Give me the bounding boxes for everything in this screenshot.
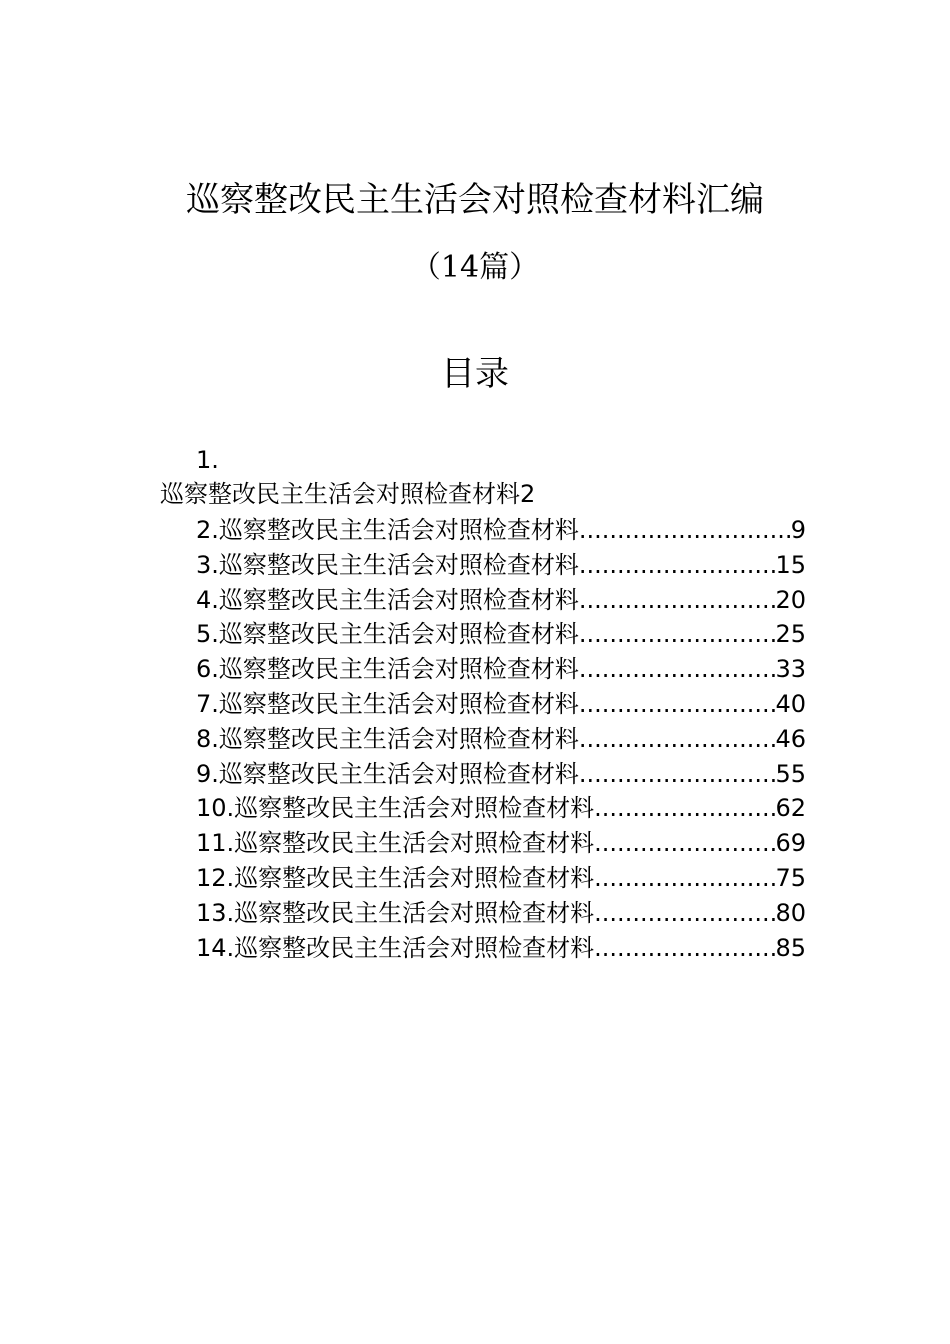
toc-entry-page: 46 [775,724,806,753]
toc-dot-leader [579,548,776,582]
toc-entry-label: 巡察整改民主生活会对照检查材料 [234,829,595,858]
toc-entry-label: 巡察整改民主生活会对照检查材料 [218,724,579,753]
toc-entry[interactable] [196,513,806,548]
toc-entry-label: 巡察整改民主生活会对照检查材料 [234,863,595,892]
toc-entry-number: 3. [196,550,219,579]
toc-entry-label: 巡察整改民主生活会对照检查材料 [218,516,579,544]
toc-entry-number: 11. [196,829,235,858]
toc-entry-page: 75 [775,863,806,892]
toc-entry-1[interactable] [160,478,535,510]
toc-entry-label: 巡察整改民主生活会对照检查材料 [234,933,595,962]
toc-entry-1-page: 2 [520,480,536,508]
toc-dot-leader [594,931,775,965]
toc-entry-number: 13. [196,898,235,927]
toc-entry-label: 巡察整改民主生活会对照检查材料 [218,620,579,649]
toc-heading: 目录 [441,354,509,394]
toc-entry-1-label: 巡察整改民主生活会对照检查材料 [160,480,520,508]
toc-entry-number: 7. [196,689,219,718]
toc-entry[interactable] [196,931,806,966]
toc-entry-page: 85 [775,933,806,962]
toc-entry-number: 10. [196,794,235,823]
toc-entry-number: 12. [196,863,235,892]
toc-dot-leader [594,791,775,825]
toc-entry[interactable] [196,652,806,687]
toc-entry-page: 40 [775,689,806,718]
toc-entry[interactable] [196,861,806,896]
document-title: 巡察整改民主生活会对照检查材料汇编 [186,180,764,220]
toc-entry[interactable] [196,791,806,826]
toc-entry[interactable] [196,687,806,722]
toc-entry-number: 8. [196,724,219,753]
toc-entry-page: 9 [790,516,806,544]
toc-dot-leader [579,757,776,791]
toc-entry-page: 62 [775,794,806,823]
toc-dot-leader [594,861,775,895]
toc-entry[interactable] [196,617,806,652]
toc-dot-leader [579,687,776,721]
toc-entry-page: 20 [775,585,806,614]
toc-entry-label: 巡察整改民主生活会对照检查材料 [218,655,579,684]
toc-entry[interactable] [196,583,806,618]
toc-entry-page: 69 [775,829,806,858]
toc-entry-number: 6. [196,655,219,684]
toc-dot-leader [579,513,791,547]
toc-entry-label: 巡察整改民主生活会对照检查材料 [218,689,579,718]
toc-dot-leader [579,583,776,617]
toc-entry-label: 巡察整改民主生活会对照检查材料 [234,898,595,927]
toc-entry-1-number[interactable]: 1. [196,446,219,474]
toc-entry[interactable] [196,826,806,861]
toc-entry-label: 巡察整改民主生活会对照检查材料 [218,585,579,614]
toc-entry[interactable] [196,896,806,931]
toc-entry[interactable] [196,722,806,757]
toc-dot-leader [579,722,776,756]
document-subtitle: （14篇） [410,250,540,285]
toc-list [196,513,806,965]
toc-entry-number: 2. [196,516,219,544]
toc-entry-label: 巡察整改民主生活会对照检查材料 [218,550,579,579]
toc-entry-page: 55 [775,759,806,788]
toc-entry-page: 15 [775,550,806,579]
toc-entry-number: 4. [196,585,219,614]
toc-entry-page: 25 [775,620,806,649]
toc-entry-number: 5. [196,620,219,649]
toc-dot-leader [594,826,775,860]
toc-entry-label: 巡察整改民主生活会对照检查材料 [218,759,579,788]
toc-entry-number: 14. [196,933,235,962]
toc-dot-leader [579,617,776,651]
toc-entry-label: 巡察整改民主生活会对照检查材料 [234,794,595,823]
toc-dot-leader [579,652,776,686]
toc-entry[interactable] [196,757,806,792]
toc-entry-number: 9. [196,759,219,788]
toc-entry[interactable] [196,548,806,583]
toc-dot-leader [594,896,775,930]
toc-entry-page: 80 [775,898,806,927]
toc-entry-page: 33 [775,655,806,684]
